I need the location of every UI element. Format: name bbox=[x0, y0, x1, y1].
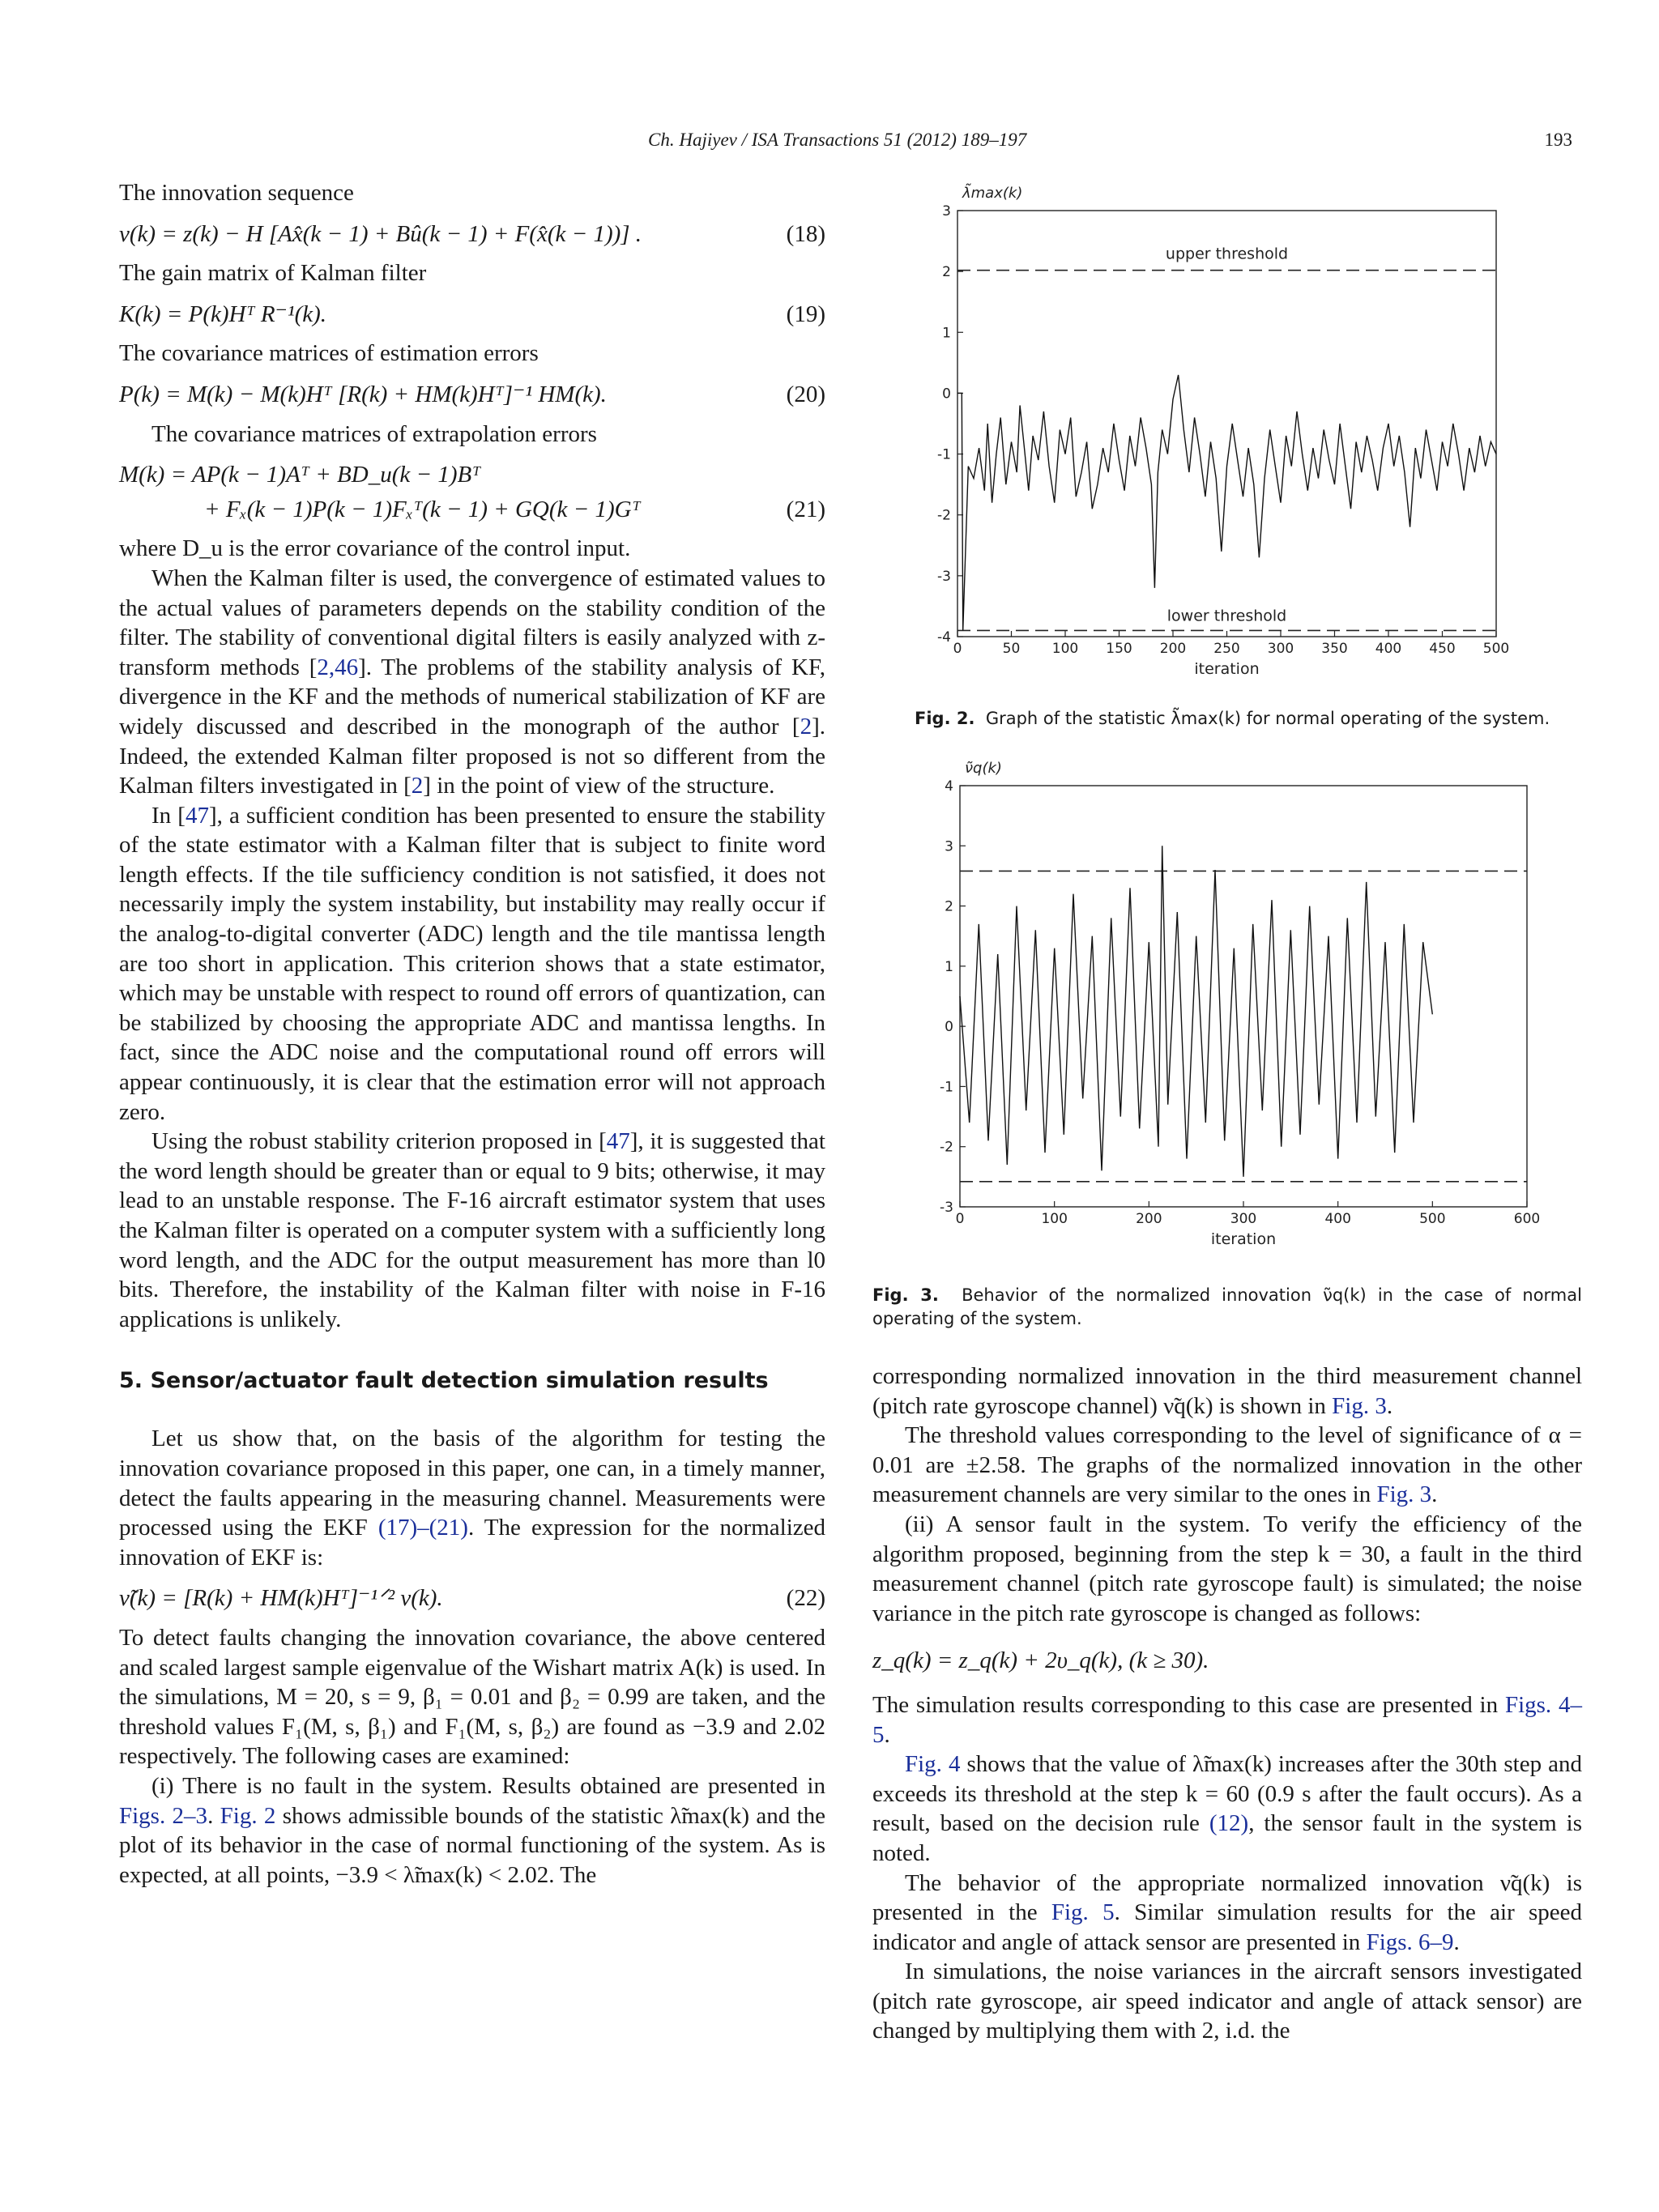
y-axis-label: ν̃q(k) bbox=[965, 760, 1002, 777]
equation-22-number: (22) bbox=[786, 1585, 825, 1612]
x-tick-label: 400 bbox=[1324, 1211, 1351, 1227]
equation-link[interactable]: (17)–(21) bbox=[377, 1515, 468, 1541]
figure-link[interactable]: Fig. 2 bbox=[220, 1802, 276, 1829]
x-axis-label: iteration bbox=[1194, 660, 1260, 678]
paragraph-robust-stability: Using the robust stability criterion proposed in [47], it is suggested that the word length should be greater than or equal to 9 bits; otherwise, it may lead to an unstable response. The F-16 aircraft estimator system that uses the Kalman filter is operated on a computer system with a sufficiently long word length, and the ADC for the output measurement has more than l0 bits. Therefore, the instability of the Kalman filter with noise in F-16 applications is unlikely. bbox=[119, 1128, 825, 1332]
y-tick-label: -3 bbox=[937, 568, 951, 585]
paragraph-fig4: Fig. 4 shows that the value of λ̃max(k) increases after the 30th step and exceeds its threshold at the step k = 60 (0.9 s after the fault occurs). As a result, based on the decision rule (12), the sensor fault in the system is noted. bbox=[872, 1751, 1582, 1866]
equation-zq-body: z_q(k) = z_q(k) + 2υ_q(k), (k ≥ 30). bbox=[872, 1647, 1209, 1674]
figure-link[interactable]: Fig. 3 bbox=[1332, 1392, 1387, 1419]
equation-20 bbox=[119, 380, 825, 410]
x-axis-label: iteration bbox=[1210, 1230, 1277, 1248]
x-tick-label: 350 bbox=[1321, 641, 1348, 657]
y-tick-label: 3 bbox=[945, 838, 953, 855]
x-tick-label: 50 bbox=[1002, 641, 1021, 657]
y-axis-label: λ̃max(k) bbox=[962, 185, 1023, 202]
y-tick-label: -2 bbox=[940, 1139, 953, 1156]
section-heading: 5. Sensor/actuator fault detection simulation results bbox=[119, 1368, 769, 1394]
figure-3-caption: Fig. 3. Behavior of the normalized innovation ν̃q(k) in the case of normal operating of the system. bbox=[872, 1285, 1582, 1328]
x-tick-label: 500 bbox=[1419, 1211, 1446, 1227]
equation-19-number: (19) bbox=[786, 300, 825, 327]
paragraph-simulation: Let us show that, on the basis of the algorithm for testing the innovation covariance proposed in this paper, one can, in a timely manner, detect the faults appearing in the measuring channel. Measurements were processed using the EKF (17)–(21). The expression for the normalized innovation of EKF is: bbox=[119, 1426, 825, 1571]
gain-intro: The gain matrix of Kalman filter bbox=[119, 260, 427, 287]
figure-3 bbox=[872, 747, 1582, 1331]
left-column bbox=[119, 177, 825, 1890]
figure-2-chart bbox=[872, 177, 1582, 695]
equation-21-number: (21) bbox=[786, 496, 825, 522]
y-tick-label: 2 bbox=[942, 264, 951, 281]
figure-3-chart bbox=[872, 747, 1582, 1273]
y-tick-label: -1 bbox=[937, 446, 951, 463]
equation-zq bbox=[872, 1646, 1582, 1676]
right-column bbox=[872, 177, 1582, 2046]
equation-20-number: (20) bbox=[786, 381, 825, 407]
figure-2 bbox=[872, 177, 1582, 731]
paragraph-no-fault: (i) There is no fault in the system. Results obtained are presented in Figs. 2–3. Fig. 2 shows admissible bounds of the statistic λ̃max(k) and the plot of its behavior in the case of normal functioning of the system. As is expected, at all points, −3.9 < λ̃max(k) < 2.02. The bbox=[119, 1772, 825, 1888]
equation-19-body: K(k) = P(k)Hᵀ R⁻¹(k). bbox=[119, 300, 327, 327]
equation-21-line1: M(k) = AP(k − 1)Aᵀ + BD_u(k − 1)Bᵀ bbox=[119, 462, 481, 488]
citation-link[interactable]: 2 bbox=[800, 713, 812, 739]
figure-link[interactable]: Fig. 5 bbox=[1051, 1899, 1115, 1926]
data-series-line bbox=[960, 846, 1432, 1177]
y-tick-label: 4 bbox=[945, 778, 953, 795]
x-tick-label: 200 bbox=[1136, 1211, 1162, 1227]
y-tick-label: -1 bbox=[940, 1079, 953, 1096]
y-tick-label: 2 bbox=[945, 898, 953, 915]
x-tick-label: 450 bbox=[1429, 641, 1456, 657]
x-tick-label: 400 bbox=[1375, 641, 1402, 657]
x-tick-label: 250 bbox=[1213, 641, 1240, 657]
x-tick-label: 600 bbox=[1513, 1211, 1541, 1227]
cov-est-intro: The covariance matrices of estimation errors bbox=[119, 340, 539, 367]
paragraph-in-simulations: In simulations, the noise variances in the aircraft sensors investigated (pitch rate gyroscope, air speed indicator and angle of attack sensor) are changed by multiplying them with 2, i.d. the bbox=[872, 1958, 1582, 2044]
running-title: Ch. Hajiyev / ISA Transactions 51 (2012) 189–197 bbox=[648, 130, 1027, 150]
citation-link[interactable]: 2,46 bbox=[317, 654, 359, 680]
y-tick-label: 1 bbox=[945, 958, 953, 975]
paragraph-behavior: The behavior of the appropriate normalized innovation ν̃q(k) is presented in the Fig. 5. Similar simulation results for the air speed indicator and angle of attack sensor are presented in Figs. 6–9. bbox=[872, 1869, 1583, 1955]
figure-2-caption: Fig. 2. Graph of the statistic λ̃max(k) for normal operating of the system. bbox=[915, 709, 1550, 728]
citation-link[interactable]: 47 bbox=[185, 802, 209, 829]
paragraph-word-length: In [47], a sufficient condition has been presented to ensure the stability of the state estimator with a Kalman filter that is subject to finite word length effects. If the tile sufficiency condition is not satisfied, it does not necessarily imply the system instability, but instability may really occur if the analog-to-digital converter (ADC) length and the tile mantissa length are too short in application. This criterion shows that a state estimator, which may be unstable with respect to round off errors of quantization, can be stabilized by choosing the appropriate ADC and mantissa lengths. In fact, since the ADC noise and the computational round off errors will appear continuously, it is clear that the estimation error will not approach zero. bbox=[119, 802, 825, 1125]
y-tick-label: -3 bbox=[940, 1200, 953, 1216]
y-tick-label: 3 bbox=[942, 203, 951, 219]
x-tick-label: 300 bbox=[1267, 641, 1294, 657]
lower-threshold-label: lower threshold bbox=[1166, 607, 1287, 625]
x-tick-label: 500 bbox=[1482, 641, 1510, 657]
y-tick-label: -4 bbox=[937, 629, 951, 646]
upper-threshold-label: upper threshold bbox=[1165, 245, 1289, 263]
figure-link[interactable]: Fig. 4 bbox=[905, 1751, 961, 1778]
y-tick-label: -2 bbox=[937, 507, 951, 524]
equation-18 bbox=[119, 219, 825, 249]
citation-link[interactable]: 2 bbox=[411, 773, 424, 799]
x-tick-label: 300 bbox=[1230, 1211, 1257, 1227]
paragraph-detect: To detect faults changing the innovation covariance, the above centered and scaled largest sample eigenvalue of the Wishart matrix A(k) is used. In the simulations, M = 20, s = 9, β₁ = 0.01 and β₂ = 0.99 are taken, and the threshold values F₁(M, s, β₁) and F₁(M, s, β₂) are found as −3.9 and 2.02 respectively. The following cases are examined: bbox=[119, 1624, 825, 1770]
figure-link[interactable]: Figs. 2–3 bbox=[119, 1802, 208, 1829]
where-du: where D_u is the error covariance of the control input. bbox=[119, 535, 631, 562]
equation-22-body: ν̃(k) = [R(k) + HM(k)Hᵀ]⁻¹ᐟ² ν(k). bbox=[119, 1585, 443, 1612]
cov-extrap-intro: The covariance matrices of extrapolation errors bbox=[151, 420, 597, 447]
data-series-line bbox=[957, 375, 1496, 631]
running-header bbox=[0, 130, 1659, 156]
y-tick-label: 0 bbox=[942, 386, 951, 403]
equation-18-body: ν(k) = z(k) − H [Ax̂(k − 1) + Bû(k − 1) + F(x̂(k − 1))] . bbox=[119, 220, 642, 247]
equation-18-number: (18) bbox=[786, 220, 825, 247]
citation-link[interactable]: 47 bbox=[606, 1128, 630, 1155]
figure-link[interactable]: Figs. 4–5 bbox=[872, 1691, 1582, 1748]
paragraph-sim-results: The simulation results corresponding to this case are presented in Figs. 4–5. bbox=[872, 1691, 1582, 1748]
equation-link[interactable]: (12) bbox=[1209, 1810, 1249, 1837]
paragraph-sensor-fault: (ii) A sensor fault in the system. To verify the efficiency of the algorithm proposed, beginning from the step k = 30, a fault in the third measurement channel (pitch rate gyroscope fault) is simulated; the noise variance in the pitch rate gyroscope is changed as follows: bbox=[872, 1511, 1582, 1626]
figure-link[interactable]: Fig. 3 bbox=[1376, 1481, 1432, 1508]
innovation-intro: The innovation sequence bbox=[119, 180, 354, 206]
equation-22 bbox=[119, 1583, 825, 1613]
paragraph-threshold: The threshold values corresponding to the level of significance of α = 0.01 are ±2.58. The graphs of the normalized innovation in the other measurement channels are very similar to the ones in Fig. 3. bbox=[872, 1422, 1582, 1508]
x-tick-label: 200 bbox=[1159, 641, 1187, 657]
plot-frame bbox=[957, 211, 1496, 637]
page-number: 193 bbox=[1544, 130, 1572, 150]
y-tick-label: 0 bbox=[945, 1019, 953, 1036]
figure-link[interactable]: Figs. 6–9 bbox=[1366, 1929, 1454, 1955]
y-tick-label: 1 bbox=[942, 325, 951, 342]
x-tick-label: 150 bbox=[1106, 641, 1132, 657]
equation-21-line2: + Fₓ(k − 1)P(k − 1)Fₓᵀ(k − 1) + GQ(k − 1)Gᵀ bbox=[204, 496, 641, 522]
x-tick-label: 0 bbox=[955, 1211, 965, 1227]
equation-20-body: P(k) = M(k) − M(k)Hᵀ [R(k) + HM(k)Hᵀ]⁻¹ HM(k). bbox=[119, 381, 607, 407]
paragraph-kalman-stability: When the Kalman filter is used, the convergence of estimated values to the actual values of parameters depends on the stability condition of the filter. The stability of conventional digital filters is easily analyzed with z-transform methods [2,46]. The problems of the stability analysis of KF, divergence in the KF and the methods of numerical stabilization of KF are widely discussed and described in the monograph of the author [2]. Indeed, the extended Kalman filter proposed is not so different from the Kalman filters investigated in [2] in the point of view of the structure. bbox=[119, 565, 826, 799]
x-tick-label: 100 bbox=[1051, 641, 1079, 657]
x-tick-label: 100 bbox=[1041, 1211, 1068, 1227]
equation-19 bbox=[119, 300, 825, 330]
x-tick-label: 0 bbox=[953, 641, 962, 657]
equation-21 bbox=[119, 460, 825, 524]
paragraph-corresponding: corresponding normalized innovation in the third measurement channel (pitch rate gyroscope channel) ν̃q(k) is shown in Fig. 3. bbox=[872, 1363, 1582, 1419]
